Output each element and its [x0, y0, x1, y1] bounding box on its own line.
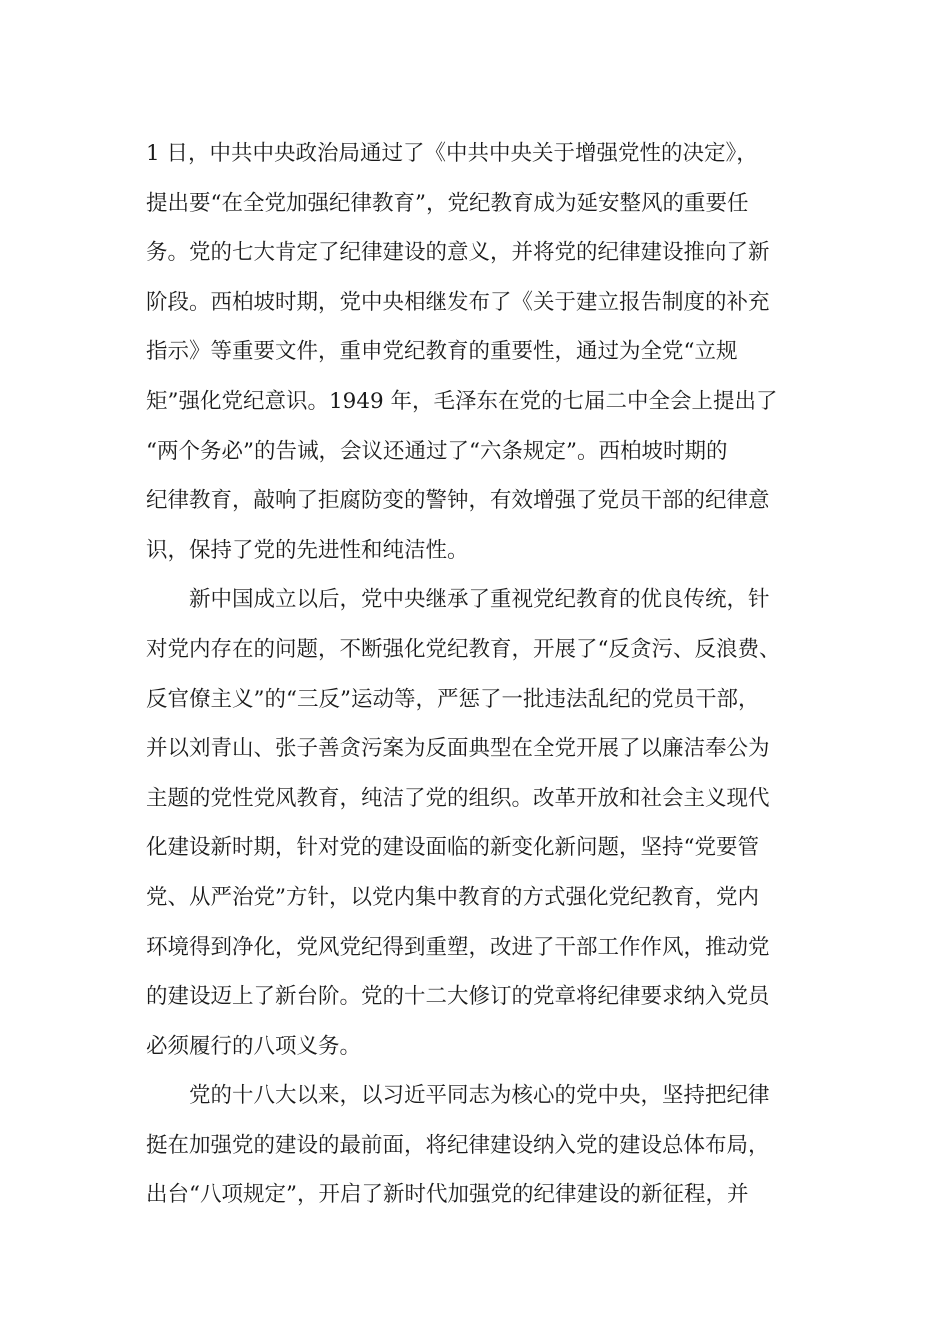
paragraph-line: 挺在加强党的建设的最前面，将纪律建设纳入党的建设总体布局， — [146, 1132, 770, 1158]
paragraph-line: 务。党的七大肯定了纪律建设的意义，并将党的纪律建设推向了新 — [146, 240, 770, 266]
paragraph-line: 对党内存在的问题，不断强化党纪教育，开展了“反贪污、反浪费、 — [146, 636, 781, 662]
paragraph-line: 并以刘青山、张子善贪污案为反面典型在全党开展了以廉洁奉公为 — [146, 736, 770, 762]
paragraph-line: 识，保持了党的先进性和纯洁性。 — [146, 537, 469, 563]
paragraph-line: 阶段。西柏坡时期，党中央相继发布了《关于建立报告制度的补充 — [146, 289, 770, 315]
paragraph-line: 必须履行的八项义务。 — [146, 1033, 362, 1059]
paragraph-2 — [146, 575, 826, 1071]
paragraph-line: “两个务必”的告诫，会议还通过了“六条规定”。西柏坡时期的 — [146, 438, 728, 464]
paragraph-line: 矩”强化党纪意识。1949 年，毛泽东在党的七届二中全会上提出了 — [146, 388, 778, 414]
paragraph-1 — [146, 129, 826, 575]
paragraph-line: 指示》等重要文件，重申党纪教育的重要性，通过为全党“立规 — [146, 339, 738, 365]
paragraph-first-line: 新中国成立以后，党中央继承了重视党纪教育的优良传统，针 — [189, 587, 770, 613]
paragraph-first-line: 党的十八大以来，以习近平同志为核心的党中央，坚持把纪律 — [189, 1083, 770, 1109]
paragraph-line: 党、从严治党”方针，以党内集中教育的方式强化党纪教育，党内 — [146, 884, 759, 910]
document-body — [146, 129, 826, 1220]
paragraph-line: 的建设迈上了新台阶。党的十二大修订的党章将纪律要求纳入党员 — [146, 984, 770, 1010]
paragraph-line: 提出要“在全党加强纪律教育”，党纪教育成为延安整风的重要任 — [146, 190, 749, 216]
paragraph-line: 纪律教育，敲响了拒腐防变的警钟，有效增强了党员干部的纪律意 — [146, 488, 770, 514]
paragraph-line: 环境得到净化，党风党纪得到重塑，改进了干部工作作风，推动党 — [146, 934, 770, 960]
paragraph-line: 出台“八项规定”，开启了新时代加强党的纪律建设的新征程，并 — [146, 1182, 749, 1208]
paragraph-line: 化建设新时期，针对党的建设面临的新变化新问题，坚持“党要管 — [146, 835, 759, 861]
paragraph-3 — [146, 1071, 826, 1220]
paragraph-line: 1 日，中共中央政治局通过了《中共中央关于增强党性的决定》， — [146, 141, 758, 166]
paragraph-line: 反官僚主义”的“三反”运动等，严惩了一批违法乱纪的党员干部， — [146, 686, 760, 712]
paragraph-line: 主题的党性党风教育，纯洁了党的组织。改革开放和社会主义现代 — [146, 785, 770, 811]
